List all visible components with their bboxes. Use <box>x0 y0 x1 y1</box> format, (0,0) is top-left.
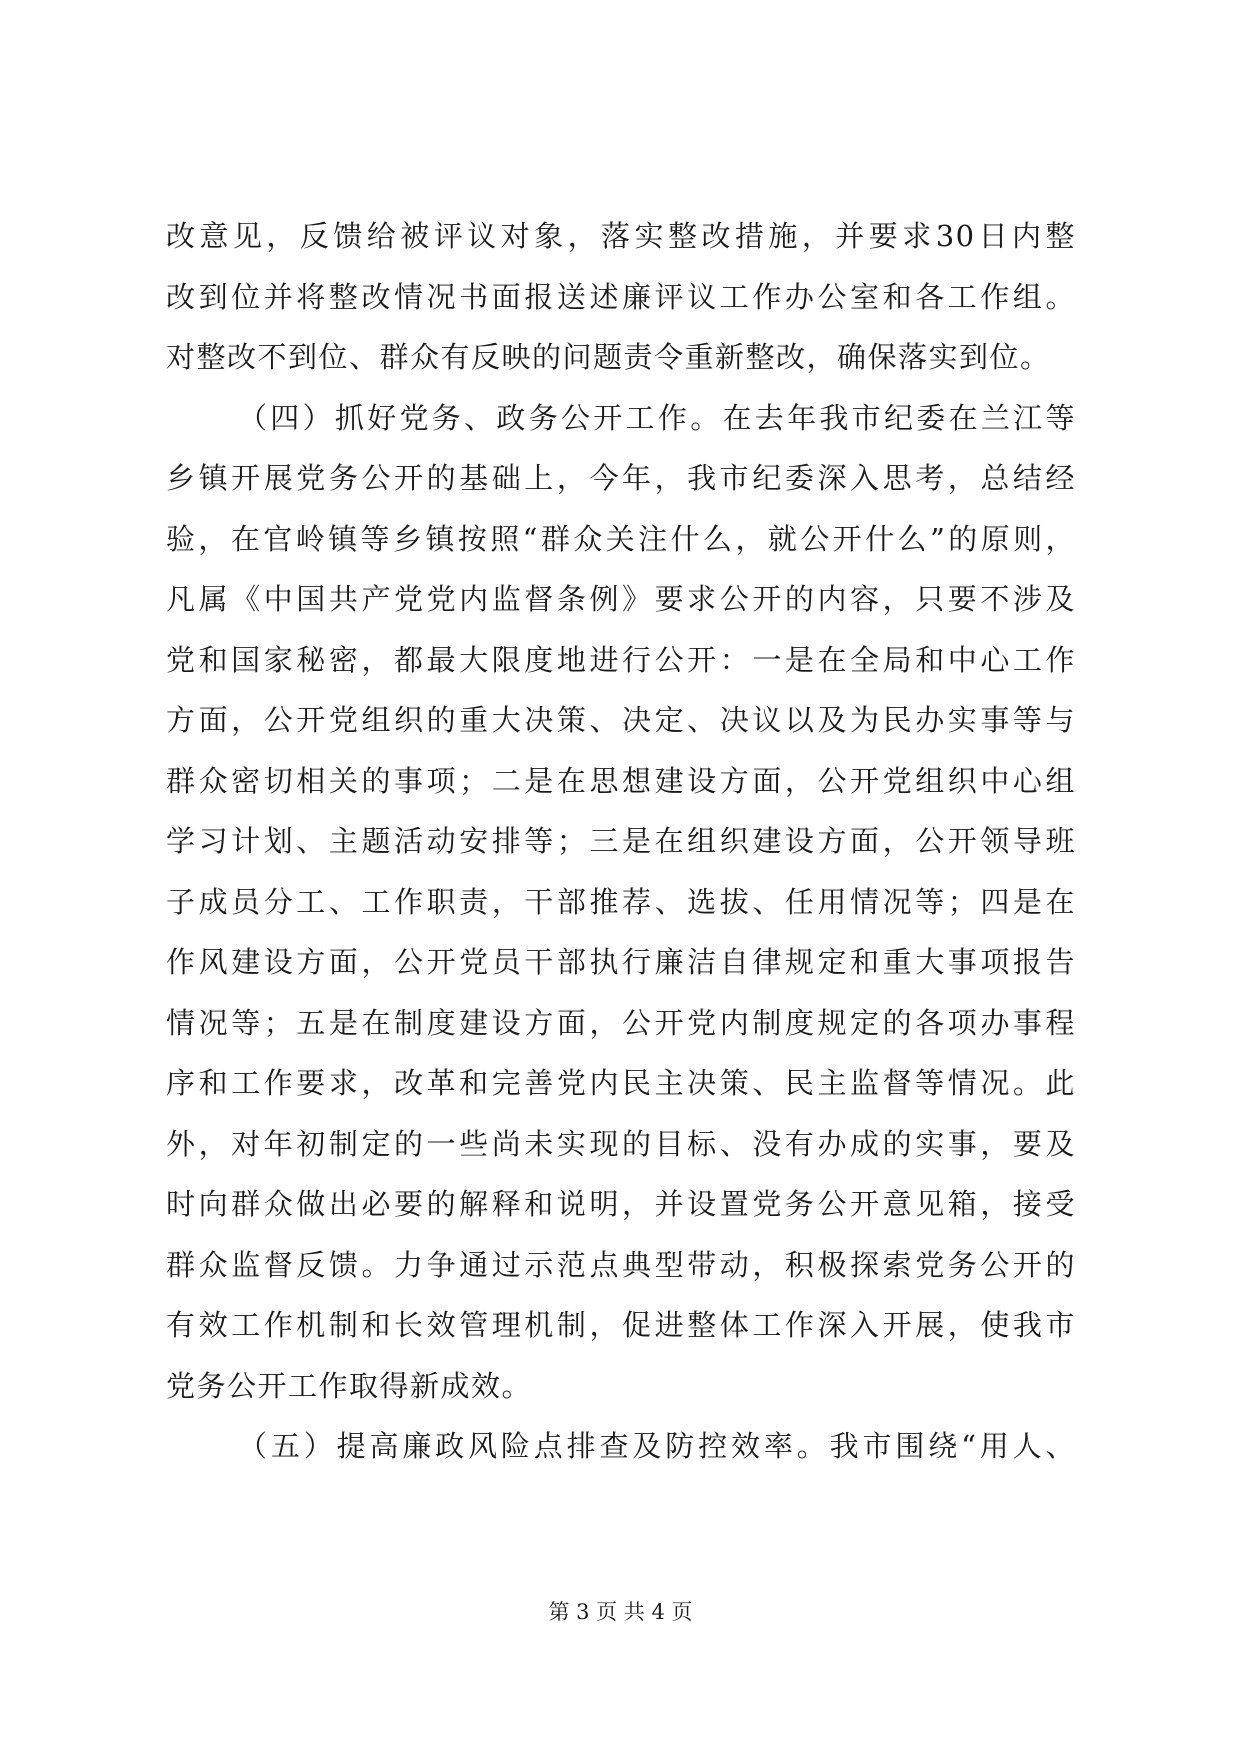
text-line: 外，对年初制定的一些尚未实现的目标、没有办成的实事，要及 <box>166 1126 1076 1161</box>
text-line: 情况等；五是在制度建设方面，公开党内制度规定的各项办事程 <box>166 1005 1076 1040</box>
text-line: 党和国家秘密，都最大限度地进行公开：一是在全局和中心工作 <box>166 642 1076 677</box>
text-line: 验，在官岭镇等乡镇按照“群众关注什么，就公开什么”的原则， <box>166 521 1076 556</box>
text-line: 对整改不到位、群众有反映的问题责令重新整改，确保落实到位。 <box>166 340 1051 374</box>
text-line: 作风建设方面，公开党员干部执行廉洁自律规定和重大事项报告 <box>166 945 1076 979</box>
text-line: 乡镇开展党务公开的基础上，今年，我市纪委深入思考，总结经 <box>166 461 1076 495</box>
text-line: 学习计划、主题活动安排等；三是在组织建设方面，公开领导班 <box>166 824 1076 858</box>
text-line: 子成员分工、工作职责，干部推荐、选拔、任用情况等；四是在 <box>166 884 1076 919</box>
text-line: 改意见，反馈给被评议对象，落实整改措施，并要求30日内整 <box>166 219 1076 253</box>
page-footer: 第 3 页 共 4 页 <box>548 1600 693 1624</box>
text-line: 凡属《中国共产党党内监督条例》要求公开的内容，只要不涉及 <box>166 582 1076 616</box>
text-line: 序和工作要求，改革和完善党内民主决策、民主监督等情况。此 <box>166 1066 1076 1100</box>
text-line: （四）抓好党务、政务公开工作。在去年我市纪委在兰江等 <box>238 400 1076 435</box>
text-line: 党务公开工作取得新成效。 <box>166 1368 533 1403</box>
text-line: 群众密切相关的事项；二是在思想建设方面，公开党组织中心组 <box>166 763 1076 798</box>
text-line: 有效工作机制和长效管理机制，促进整体工作深入开展，使我市 <box>166 1308 1076 1342</box>
text-line: （五）提高廉政风险点排查及防控效率。我市围绕“用人、 <box>238 1429 1076 1463</box>
text-line: 改到位并将整改情况书面报送述廉评议工作办公室和各工作组。 <box>166 279 1076 314</box>
document-body <box>166 206 1076 1477</box>
text-line: 时向群众做出必要的解释和说明，并设置党务公开意见箱，接受 <box>166 1187 1076 1221</box>
text-line: 方面，公开党组织的重大决策、决定、决议以及为民办实事等与 <box>166 703 1076 737</box>
text-line: 群众监督反馈。力争通过示范点典型带动，积极探索党务公开的 <box>166 1247 1076 1282</box>
